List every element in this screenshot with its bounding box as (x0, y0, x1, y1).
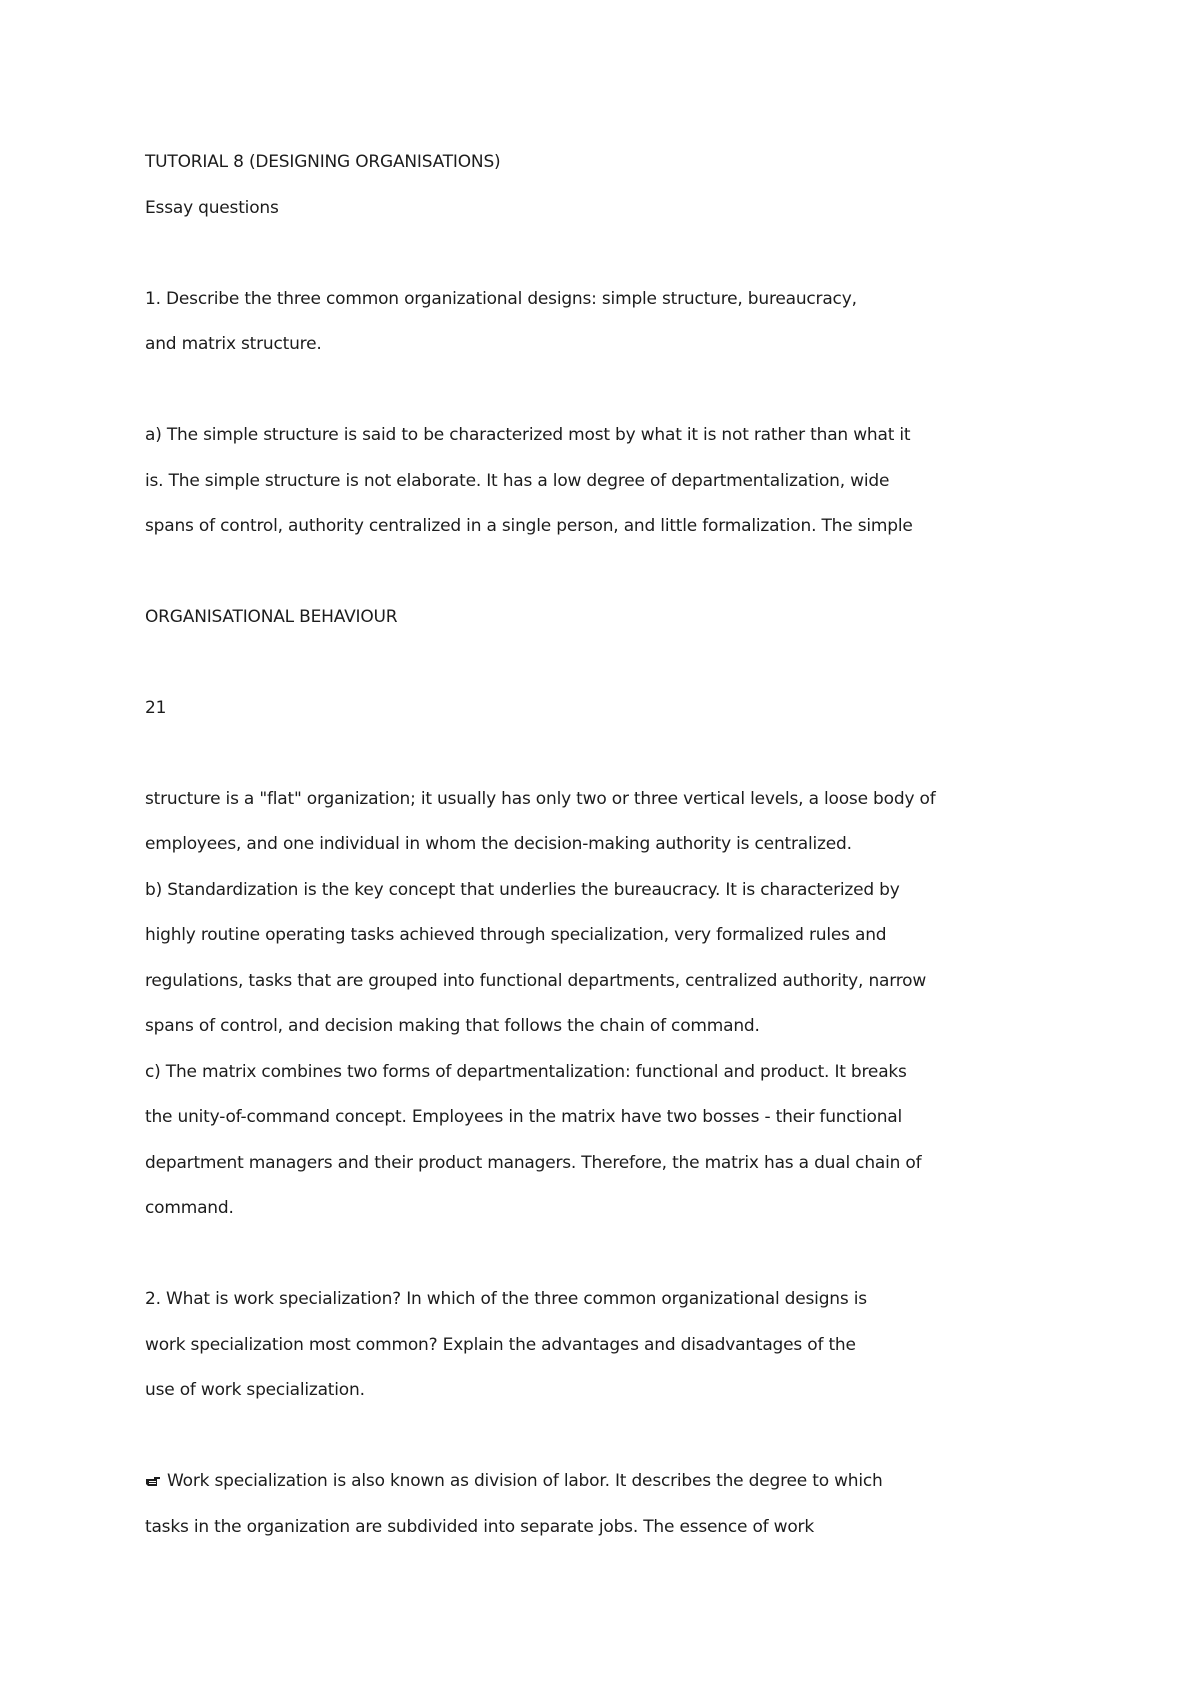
answer-1b-line-1: b) Standardization is the key concept that underlies the bureaucracy. It is characterized by (145, 880, 900, 900)
answer-1a-cont-line-1: structure is a "flat" organization; it usually has only two or three vertical levels, a loose body of (145, 789, 936, 809)
answer-1c-line-2: the unity-of-command concept. Employees in the matrix have two bosses - their functional (145, 1107, 903, 1127)
answer-2-line-1-text: Work specialization is also known as division of labor. It describes the degree to which (167, 1471, 883, 1491)
question-1-line-1: 1. Describe the three common organizational designs: simple structure, bureaucracy, (145, 289, 857, 309)
question-2-line-3: use of work specialization. (145, 1380, 365, 1400)
question-2-line-2: work specialization most common? Explain the advantages and disadvantages of the (145, 1335, 856, 1355)
answer-1a-line-3: spans of control, authority centralized in a single person, and little formalization. The simple (145, 516, 913, 536)
answer-2-line-1 (145, 1471, 883, 1491)
answer-1c-line-4: command. (145, 1198, 234, 1218)
answer-1b-line-2: highly routine operating tasks achieved through specialization, very formalized rules and (145, 925, 887, 945)
answer-1b-line-4: spans of control, and decision making that follows the chain of command. (145, 1016, 760, 1036)
answer-1a-line-1: a) The simple structure is said to be characterized most by what it is not rather than what it (145, 425, 911, 445)
answer-1c-line-3: department managers and their product managers. Therefore, the matrix has a dual chain of (145, 1153, 922, 1173)
pointing-hand-icon (145, 1475, 161, 1487)
page-number: 21 (145, 698, 167, 718)
footer-course-name: ORGANISATIONAL BEHAVIOUR (145, 607, 398, 627)
question-2-line-1: 2. What is work specialization? In which of the three common organizational designs is (145, 1289, 867, 1309)
answer-1a-cont-line-2: employees, and one individual in whom the decision-making authority is centralized. (145, 834, 852, 854)
answer-2-line-2: tasks in the organization are subdivided into separate jobs. The essence of work (145, 1517, 814, 1537)
answer-1b-line-3: regulations, tasks that are grouped into functional departments, centralized authority, narrow (145, 971, 927, 991)
page-title: TUTORIAL 8 (DESIGNING ORGANISATIONS) (145, 152, 501, 172)
page-subtitle: Essay questions (145, 198, 279, 218)
answer-1c-line-1: c) The matrix combines two forms of departmentalization: functional and product. It breaks (145, 1062, 907, 1082)
question-1-line-2: and matrix structure. (145, 334, 322, 354)
answer-1a-line-2: is. The simple structure is not elaborate. It has a low degree of departmentalization, wide (145, 471, 890, 491)
